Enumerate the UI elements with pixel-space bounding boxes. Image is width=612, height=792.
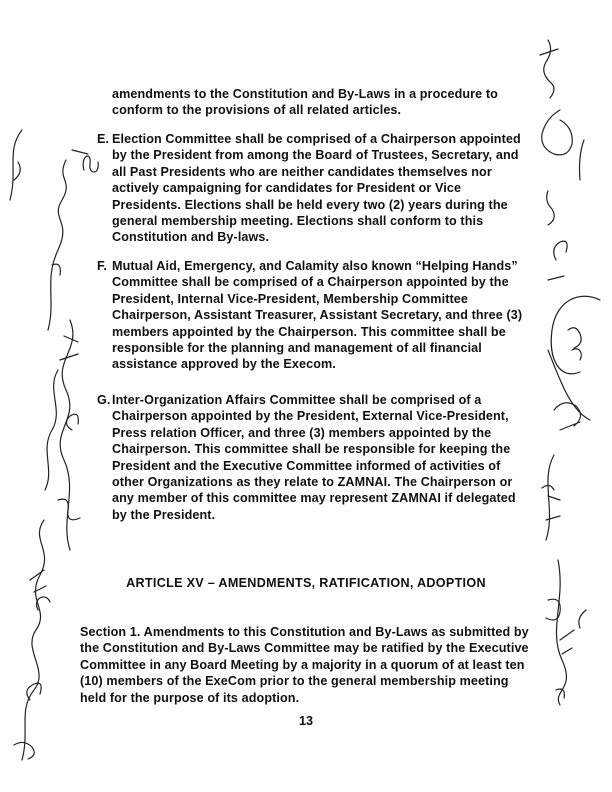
item-text: Mutual Aid, Emergency, and Calamity also known “Helping Hands” Committee shall be comprised of a Chairperson appointed by the President, Internal Vice-President, Membership Committee Chairperson, Assistant Treasurer, Assistant Secretary, and three (3) members appointed by the Chairperson. This committee shall be responsible for the planning and management of all financial assistance approved by the Execom. bbox=[112, 259, 523, 372]
section-1-paragraph: Section 1. Amendments to this Constitution and By-Laws as submitted by the Constitution and By-Laws Committee may be ratified by the Executive Committee in any Board Meeting by a majority in a quorum of at least ten (10) members of the ExeCom prior to the general membership meeting held for the purpose of its adoption. bbox=[80, 625, 529, 705]
article-heading: ARTICLE XV – AMENDMENTS, RATIFICATION, ADOPTION bbox=[126, 576, 486, 590]
item-text: Inter-Organization Affairs Committee shall be comprised of a Chairperson appointed by the President, External Vice-President, Press relation Officer, and three (3) members appointed by the Chairperson. This committee shall be responsible for keeping the President and the Executive Committee informed of activities of other Organizations as they relate to ZAMNAI. The Chairperson or any member of this committee may represent ZAMNAI if delegated by the President. bbox=[112, 393, 516, 522]
item-letter: E. bbox=[97, 132, 110, 146]
item-text: Election Committee shall be comprised of a Chairperson appointed by the President from among the Board of Trustees, Secretary, and all Past Presidents who are neither candidates themselves nor actively campaigning for candidates for President or Vice Presidents. Elections shall be held every two (2) years during the general membership meeting. Elections shall conform to this Constitution and By-laws. bbox=[112, 132, 521, 245]
intro-paragraph: amendments to the Constitution and By-Laws in a procedure to conform to the provisions of all related articles. bbox=[112, 87, 498, 118]
item-letter: G. bbox=[97, 393, 111, 407]
item-letter: F. bbox=[97, 259, 107, 273]
page-number: 13 bbox=[298, 714, 313, 728]
